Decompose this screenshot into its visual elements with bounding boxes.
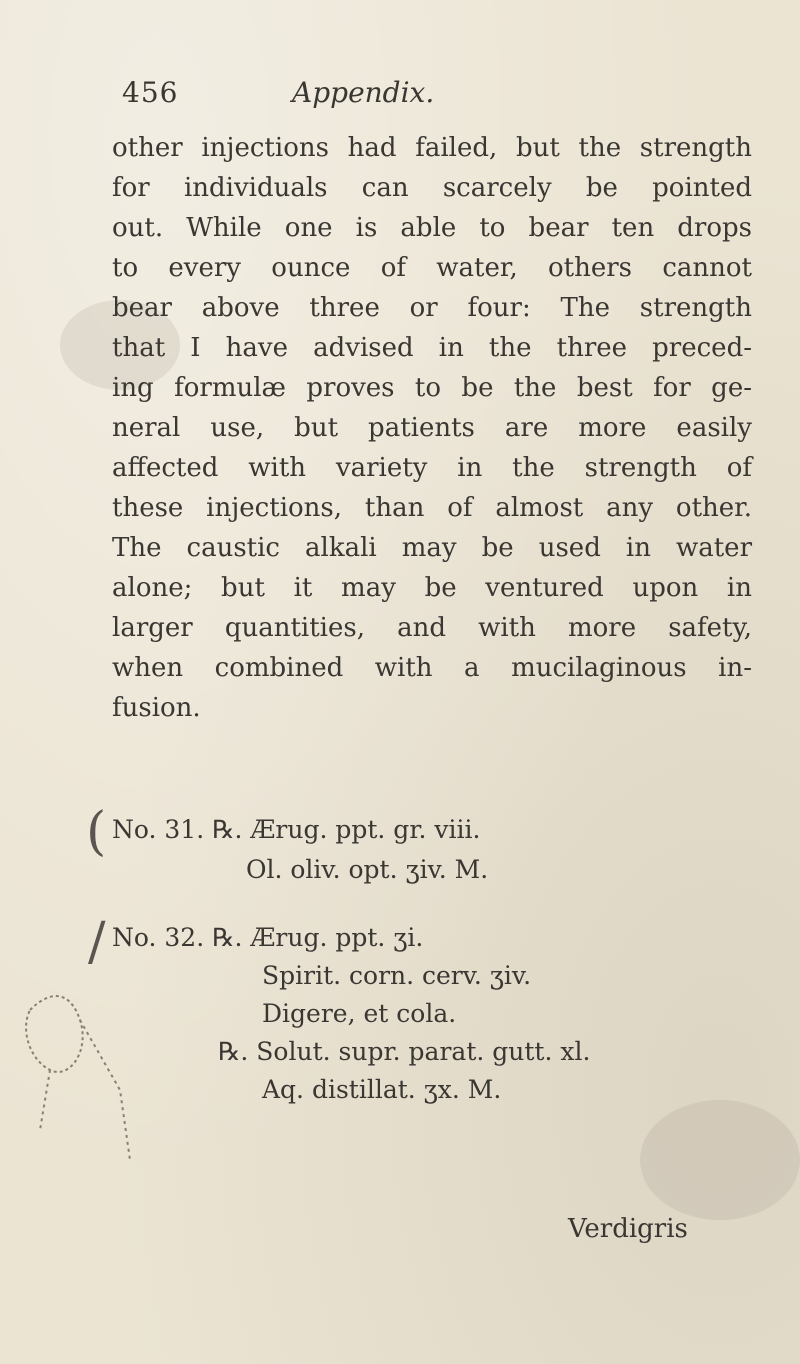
text-line: for individuals can scarcely be pointed — [112, 173, 752, 203]
text-line: fusion. — [112, 693, 201, 723]
text-line: bear above three or four: The strength — [112, 293, 752, 323]
text-line: larger quantities, and with more safety, — [112, 613, 752, 643]
text-line: alone; but it may be ventured upon in — [112, 573, 752, 603]
page-number: 456 — [122, 76, 179, 109]
text-line: when combined with a mucilaginous in- — [112, 653, 752, 683]
recipe-line: No. 31. ℞. Ærug. ppt. gr. viii. — [112, 815, 481, 844]
text-line: other injections had failed, but the strength — [112, 133, 752, 163]
recipe-line: ℞. Solut. supr. parat. gutt. xl. — [218, 1037, 591, 1066]
recipe-line: No. 32. ℞. Ærug. ppt. ʒi. — [112, 923, 424, 952]
ink-sketch — [10, 960, 160, 1190]
recipe-line: Ol. oliv. opt. ʒiv. M. — [246, 855, 489, 884]
running-head: Appendix. — [292, 76, 435, 109]
page-header — [112, 76, 672, 116]
text-line: neral use, but patients are more easily — [112, 413, 752, 443]
text-line: that I have advised in the three preced- — [112, 333, 752, 363]
text-line: The caustic alkali may be used in water — [112, 533, 752, 563]
text-line: to every ounce of water, others cannot — [112, 253, 752, 283]
brace-mark: / — [88, 912, 106, 972]
recipe-line: Aq. distillat. ʒx. M. — [262, 1075, 502, 1104]
text-line: these injections, than of almost any other. — [112, 493, 752, 523]
paper-stain — [640, 1100, 800, 1220]
recipe-line: Digere, et cola. — [262, 999, 457, 1028]
recipe-line: Spirit. corn. cerv. ʒiv. — [262, 961, 532, 990]
text-line: ing formulæ proves to be the best for ge- — [112, 373, 752, 403]
text-line: affected with variety in the strength of — [112, 453, 752, 483]
brace-mark: ( — [86, 802, 107, 862]
text-line: out. While one is able to bear ten drops — [112, 213, 752, 243]
catchword: Verdigris — [568, 1214, 688, 1244]
body-text — [112, 128, 752, 728]
